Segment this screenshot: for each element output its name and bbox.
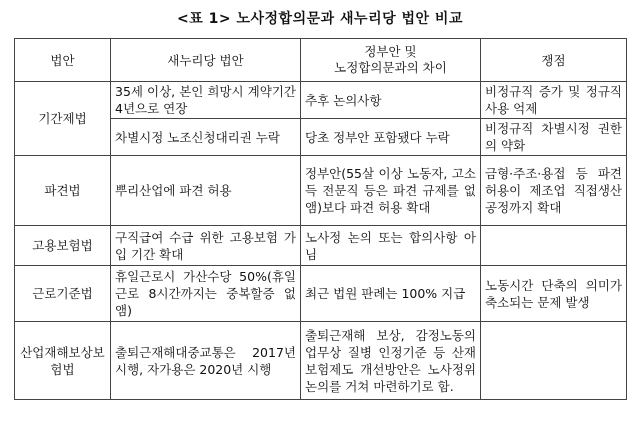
- table-caption: <표 1> 노사정합의문과 새누리당 법안 비교: [177, 11, 463, 27]
- row-saenuri-bill: 35세 이상, 본인 희망시 계약기간 4년으로 연장: [111, 82, 301, 119]
- header-law: 법안: [15, 39, 111, 82]
- header-saenuri-bill: 새누리당 법안: [111, 39, 301, 82]
- row-saenuri-bill: 차별시정 노조신청대리권 누락: [111, 119, 301, 156]
- row-saenuri-bill: 구직급여 수급 위한 고용보험 가입 기간 확대: [111, 226, 301, 266]
- row-issue: 비정규직 차별시정 권한의 약화: [481, 119, 627, 156]
- row-difference: 출퇴근재해 보상, 감정노동의 업무상 질병 인정기준 등 산재보험제도 개선방안은 노사정위 논의를 거쳐 마련하기로 함.: [301, 322, 481, 400]
- table-row: [15, 322, 627, 400]
- row-saenuri-bill: 출퇴근재해대중교통은 2017년 시행, 자가용은 2020년 시행: [111, 322, 301, 400]
- header-row: [15, 39, 627, 82]
- header-issue: 쟁점: [481, 39, 627, 82]
- row-category: 고용보험법: [15, 226, 111, 266]
- row-category: 근로기준법: [15, 266, 111, 322]
- row-category: 산업재해보상보험법: [15, 322, 111, 400]
- row-issue: 비정규직 증가 및 정규직 사용 억제: [481, 82, 627, 119]
- table-row: [15, 226, 627, 266]
- header-difference-line1: 정부안 및: [364, 44, 417, 59]
- header-difference: [301, 39, 481, 82]
- table-row: [15, 156, 627, 226]
- row-difference: 최근 법원 판례는 100% 지급: [301, 266, 481, 322]
- row-difference: 추후 논의사항: [301, 82, 481, 119]
- row-issue: 금형·주조·용접 등 파견 허용이 제조업 직접생산 공정까지 확대: [481, 156, 627, 226]
- row-saenuri-bill: 휴일근로시 가산수당 50%(휴일근로 8시간까지는 중복할증 없앰): [111, 266, 301, 322]
- row-category: 기간제법: [15, 82, 111, 156]
- table-row: [15, 266, 627, 322]
- row-difference: 당초 정부안 포함됐다 누락: [301, 119, 481, 156]
- table-row: [15, 82, 627, 119]
- row-issue: [481, 322, 627, 400]
- row-difference: 정부안(55살 이상 노동자, 고소득 전문직 등은 파견 규제를 없앰)보다 파견 허용 확대: [301, 156, 481, 226]
- row-saenuri-bill: 뿌리산업에 파견 허용: [111, 156, 301, 226]
- row-category: 파견법: [15, 156, 111, 226]
- row-issue: 노동시간 단축의 의미가 축소되는 문제 발생: [481, 266, 627, 322]
- row-issue: [481, 226, 627, 266]
- header-difference-line2: 노정합의문과의 차이: [334, 60, 447, 75]
- comparison-table: [14, 38, 627, 400]
- row-difference: 노사정 논의 또는 합의사항 아님: [301, 226, 481, 266]
